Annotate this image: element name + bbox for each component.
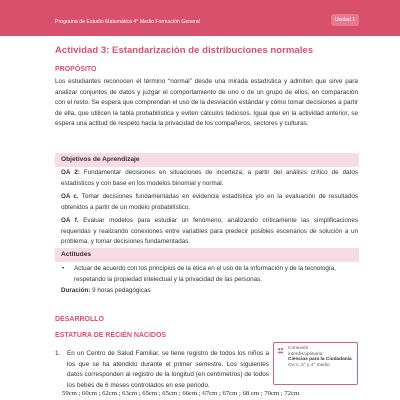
objective-text: Fundamentar decisiones en situaciones de incerteza, a partir del análisis crítico de datos estadísticos y con base en los modelos binomial y normal.: [61, 169, 358, 187]
item-number: 1.: [55, 350, 61, 357]
people-connection-icon: [277, 347, 284, 354]
attitude-item: Actuar de acuerdo con los principios de la ética en el uso de la información y de la tecnología, respetando la propiedad intelectual y la privacidad de las personas.: [74, 265, 336, 283]
duration-label: Duración:: [61, 287, 91, 294]
duration: [61, 286, 151, 296]
attitudes-heading: Actitudes: [55, 248, 359, 262]
objective-text: Tomar decisiones fundamentadas en evidencia estadística y/o en la evaluación de resultados obtenidos a partir de un modelo probabilístico.: [61, 193, 359, 211]
development-heading: DESARROLLO: [55, 316, 104, 323]
interdisciplinary-connection-box: [273, 342, 358, 385]
unit-tab: Unidad 1: [331, 14, 359, 26]
connection-subject: [288, 357, 353, 363]
bullet-icon: •: [62, 265, 65, 272]
purpose-heading: PROPÓSITO: [55, 66, 97, 73]
connection-oa: OA c, 3° y 4° medio: [288, 362, 330, 368]
item-text: En un Centro de Salud Familiar, se tiene registro de todos los niños a los que se ha atendido durante el primer semestre. Los siguientes datos corresponden al registro de la longitud (en centímetros) de todos los bebés de 6 meses controlados en ese periodo.: [67, 350, 269, 389]
page-header: [0, 0, 400, 36]
purpose-text: Los estudiantes reconocen el término “normal” desde una mirada estadística y admiten que sirve para analizar conjuntos de datos y juzgar el comportamiento de uno o de un grupo de ellos, en comparación con el resto. Se espera que comprendan el uso de la desviación estándar y cómo tomar decisiones a partir de ella, que utilicen la tabla probabilística y eviten cálculos tediosos. Igual que en la actividad anterior, se espera una actitud de respeto hacia la privacidad de los compañeros, sectores y culturas.: [55, 78, 358, 128]
objective-code: OA f.: [61, 217, 79, 224]
connection-line1: Conexión: [288, 346, 309, 351]
objective-oac: [61, 192, 358, 213]
measurements-list: 59cm ; 60cm ; 62cm ; 63cm ; 65cm ; 65cm ; 66cm ; 67cm ; 67cm ; 68 cm ; 70cm ; 72cm: [62, 390, 300, 397]
objective-text: Evaluar modelos para estudiar un fenómeno, analizando críticamente las simplificaciones requeridas y realizando conexiones entre variables para predecir posibles escenarios de solución a un problema, y tomar decisiones fundamentadas.: [61, 217, 359, 246]
objective-code: OA c.: [61, 193, 79, 200]
connection-subject-text: Ciencias para la Ciudadanía: [288, 357, 352, 363]
objective-oaf: [61, 216, 358, 248]
duration-value: 9 horas pedagógicas: [90, 287, 151, 294]
objective-code: OA 2:: [61, 169, 80, 176]
connection-line2: interdisciplinaria:: [288, 351, 324, 357]
activity-title: Actividad 3: Estandarización de distribuciones normales: [55, 45, 314, 56]
development-subheading: ESTATURA DE RECIÉN NACIDOS: [55, 332, 167, 339]
objective-oa2: [61, 168, 358, 189]
program-title: Programa de Estudio Matemática 4° Medio Formación General: [55, 19, 200, 25]
objectives-heading: Objetivos de Aprendizaje: [55, 153, 359, 167]
